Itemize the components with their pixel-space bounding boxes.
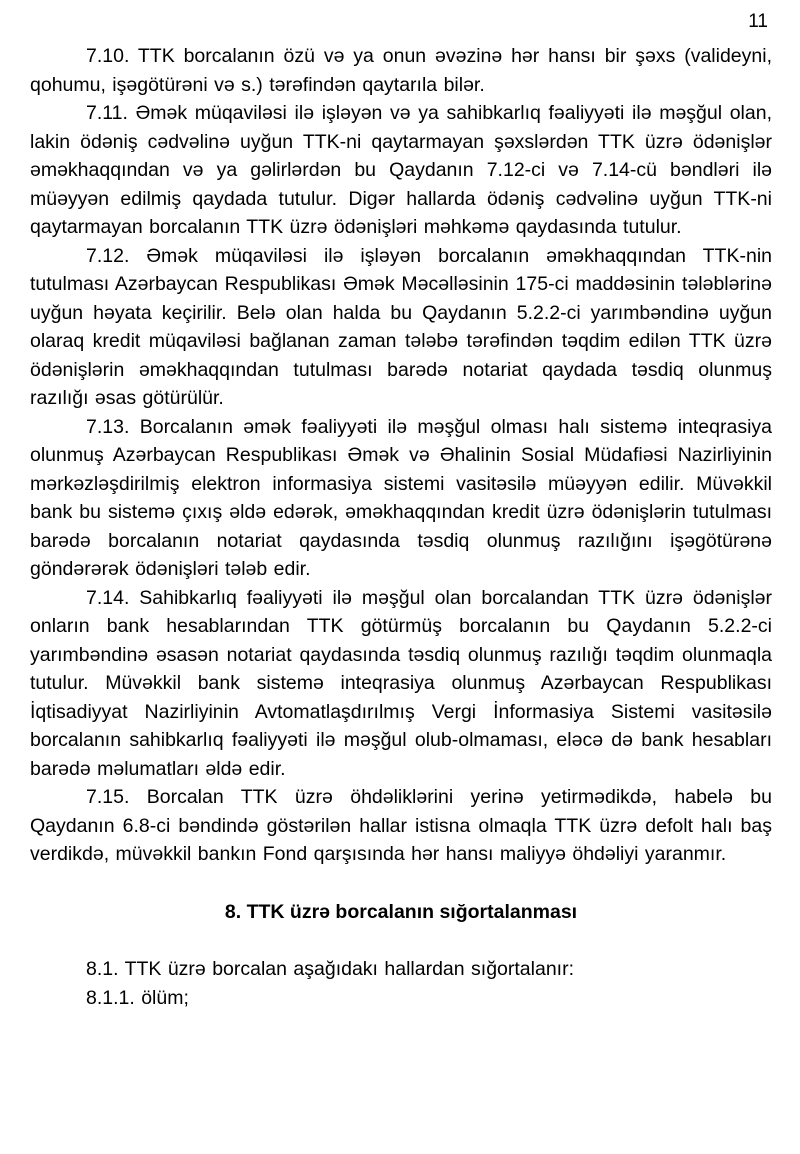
section-8-heading: 8. TTK üzrə borcalanın sığortalanması [224,900,578,923]
paragraph-7-15: 7.15. Borcalan TTK üzrə öhdəliklərini yerinə yetirmədikdə, habelə bu Qaydanın 6.8-ci bəndində göstərilən hallar istisna olmaqla TTK üzrə defolt halı baş verdikdə, müvəkkil bankın Fond qarşısında hər hansı maliyyə öhdəliyi yaranmır. [30,786,772,865]
paragraph-8-1: 8.1. TTK üzrə borcalan aşağıdakı hallardan sığortalanır: [86,958,574,980]
paragraph-7-11: 7.11. Əmək müqaviləsi ilə işləyən və ya sahibkarlıq fəaliyyəti ilə məşğul olan, lakin ödəniş cədvəlinə uyğun TTK-ni qaytarmayan şəxslərdən TTK üzrə ödənişlər əməkhaqqından və ya gəlirlərdən bu Qaydanın 7.12-ci və 7.14-cü bəndləri ilə müəyyən edilmiş qaydada tutulur. Digər hallarda ödəniş cədvəlinə uyğun TTK-ni qaytarmayan borcalanın TTK üzrə ödənişləri məhkəmə qaydasında tutulur. [30,102,772,238]
paragraph-7-12: 7.12. Əmək müqaviləsi ilə işləyən borcalanın əməkhaqqından TTK-nin tutulması Azərbaycan Respublikası Əmək Məcəlləsinin 175-ci maddəsinin tələblərinə uyğun həyata keçirilir. Belə olan halda bu Qaydanın 5.2.2-ci yarımbəndinə uyğun olaraq kredit müqaviləsi bağlanan zaman tələbə tərəfindən təqdim edilən TTK üzrə ödənişlərin əməkhaqqından tutulması barədə notariat qaydada təsdiq olunmuş razılığı əsas götürülür. [30,244,772,409]
paragraph-7-10: 7.10. TTK borcalanın özü və ya onun əvəzinə hər hansı bir şəxs (valideyni, qohumu, işəgötürəni və s.) tərəfindən qaytarıla bilər. [30,45,772,96]
paragraph-8-1-1: 8.1.1. ölüm; [86,986,189,1009]
paragraph-7-14: 7.14. Sahibkarlıq fəaliyyəti ilə məşğul olan borcalandan TTK üzrə ödənişlər onların bank hesablarından TTK götürmüş borcalanın bu Qaydanın 5.2.2-ci yarımbəndinə əsasən notariat qaydasında təsdiq olunmuş razılığı təqdim olunmaqla tutulur. Müvəkkil bank sistemə inteqrasiya olunmuş Azərbaycan Respublikası İqtisadiyyat Nazirliyinin Avtomatlaşdırılmış Vergi İnformasiya Sistemi vasitəsilə borcalanın sahibkarlıq fəaliyyəti ilə məşğul olub-olmaması, eləcə də bank hesabları barədə məlumatları əldə edir. [30,586,772,780]
document-body [30,42,772,1012]
page-number: 11 [748,11,768,32]
paragraph-7-13: 7.13. Borcalanın əmək fəaliyyəti ilə məşğul olması halı sistemə inteqrasiya olunmuş Azərbaycan Respublikası Əmək və Əhalinin Sosial Müdafiəsi Nazirliyinin mərkəzləşdirilmiş elektron informasiya sistemi vasitəsilə müəyyən edilir. Müvəkkil bank bu sistemə çıxış əldə edərək, əməkhaqqından kredit üzrə ödənişlərin tutulması barədə borcalanın notariat qaydasında təsdiq olunmuş razılığını işəgötürənə göndərərək ödənişləri tələb edir. [30,415,772,580]
